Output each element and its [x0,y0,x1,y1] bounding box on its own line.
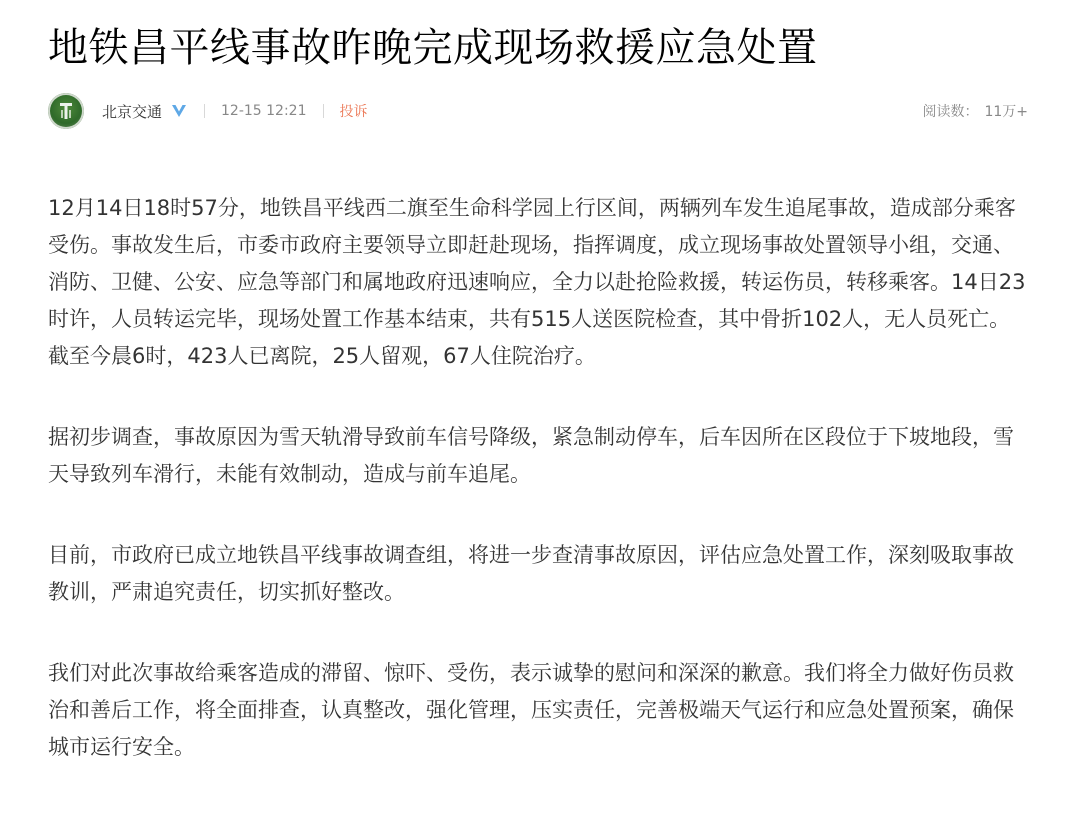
read-count-label: 阅读数： [922,104,979,120]
article-body [48,190,1028,810]
verified-icon [170,102,188,120]
author-avatar[interactable] [48,93,84,129]
read-count [922,101,1028,121]
article-paragraph: 12月14日18时57分，地铁昌平线西二旗至生命科学园上行区间，两辆列车发生追尾事故，造成部分乘客受伤。事故发生后，市委市政府主要领导立即赶赴现场，指挥调度，成立现场事故处置领导小组，交通、消防、卫健、公安、应急等部门和属地政府迅速响应，全力以赴抢险救援，转运伤员，转移乘客。14日23时许，人员转运完毕，现场处置工作基本结束，共有515人送医院检查，其中骨折102人，无人员死亡。截至今晨6时，423人已离院，25人留观，67人住院治疗。 [48,196,1026,368]
report-link[interactable]: 投诉 [339,104,368,120]
meta-divider [204,104,205,118]
article-paragraph: 我们对此次事故给乘客造成的滞留、惊吓、受伤，表示诚挚的慰问和深深的歉意。我们将全力做好伤员救治和善后工作，将全面排查，认真整改，强化管理，压实责任，完善极端天气运行和应急处置预案，确保城市运行安全。 [48,661,1014,759]
meta-divider [323,104,324,118]
read-count-value: 11万+ [984,104,1028,120]
article-title: 地铁昌平线事故昨晚完成现场救援应急处置 [48,25,818,71]
avatar-logo-icon [59,102,73,120]
article-meta [48,92,1028,130]
article-paragraph: 目前，市政府已成立地铁昌平线事故调查组，将进一步查清事故原因，评估应急处置工作，深刻吸取事故教训，严肃追究责任，切实抓好整改。 [48,543,1014,604]
author-name[interactable]: 北京交通 [102,102,163,121]
publish-time: 12-15 12:21 [221,103,307,119]
article-paragraph: 据初步调查，事故原因为雪天轨滑导致前车信号降级，紧急制动停车，后车因所在区段位于下坡地段，雪天导致列车滑行，未能有效制动，造成与前车追尾。 [48,425,1014,486]
